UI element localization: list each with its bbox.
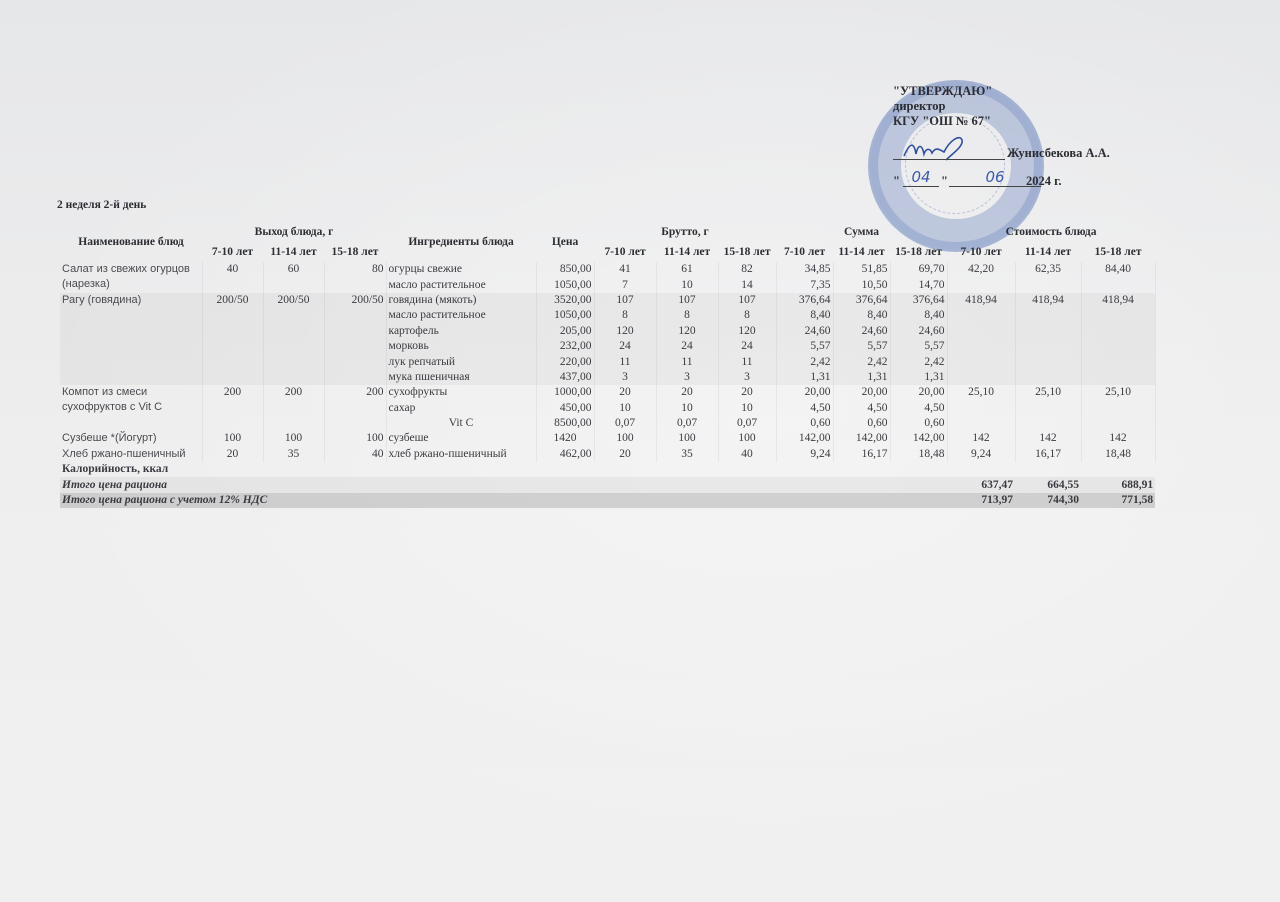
gross: 20 <box>718 385 776 400</box>
ingredient-price: 205,00 <box>536 324 594 339</box>
sum: 2,42 <box>833 354 890 369</box>
sum: 8,40 <box>890 308 947 323</box>
table-body <box>60 262 1155 508</box>
table-row <box>60 293 1155 308</box>
ingredient-name: Vit C <box>386 416 536 431</box>
table-row <box>60 447 1155 462</box>
sum: 376,64 <box>776 293 833 308</box>
total-vat-row <box>60 493 1155 508</box>
date-day: 04 <box>903 168 939 187</box>
sum: 10,50 <box>833 277 890 292</box>
gross: 107 <box>718 293 776 308</box>
sum: 5,57 <box>776 339 833 354</box>
gross: 20 <box>594 447 656 462</box>
total-row <box>60 477 1155 492</box>
dish-name: Компот из смеси сухофруктов с Vit C <box>60 385 202 431</box>
sum: 376,64 <box>890 293 947 308</box>
sum: 20,00 <box>776 385 833 400</box>
header-age: 7-10 лет <box>783 245 826 258</box>
gross: 24 <box>718 339 776 354</box>
gross: 24 <box>656 339 718 354</box>
sum: 142,00 <box>833 431 890 446</box>
sum: 14,70 <box>890 277 947 292</box>
sum: 142,00 <box>776 431 833 446</box>
ingredient-name: говядина (мякоть) <box>386 293 536 308</box>
gross: 41 <box>594 262 656 277</box>
header-ingredients: Ингредиенты блюда <box>408 235 514 248</box>
sum: 1,31 <box>890 370 947 385</box>
dish-yield: 200/50 <box>263 293 324 385</box>
ingredient-price: 3520,00 <box>536 293 594 308</box>
dish-cost: 142 <box>947 431 1015 446</box>
gross: 11 <box>718 354 776 369</box>
ingredient-name: масло растительное <box>386 308 536 323</box>
table-row <box>60 262 1155 277</box>
sum: 7,35 <box>776 277 833 292</box>
signature-line <box>893 159 1005 160</box>
total-vat-value: 713,97 <box>947 493 1015 508</box>
ingredient-price: 1050,00 <box>536 308 594 323</box>
dish-yield: 200 <box>324 385 386 431</box>
dish-yield: 200/50 <box>324 293 386 385</box>
ingredient-name: морковь <box>386 339 536 354</box>
ingredient-name: мука пшеничная <box>386 370 536 385</box>
ingredient-name: огурцы свежие <box>386 262 536 277</box>
dish-cost: 16,17 <box>1015 447 1081 462</box>
header-age: 11-14 лет <box>1024 245 1072 258</box>
sum: 4,50 <box>776 401 833 416</box>
menu-day-subtitle: 2 неделя 2-й день <box>57 199 147 211</box>
header-dish-name: Наименование блюд <box>78 235 184 248</box>
total-value: 688,91 <box>1081 477 1155 492</box>
sum: 1,31 <box>776 370 833 385</box>
approval-block <box>893 84 1133 129</box>
gross: 11 <box>594 354 656 369</box>
sum: 376,64 <box>833 293 890 308</box>
ingredient-price: 1000,00 <box>536 385 594 400</box>
sum: 0,60 <box>890 416 947 431</box>
gross: 10 <box>656 401 718 416</box>
sum: 69,70 <box>890 262 947 277</box>
dish-cost: 418,94 <box>947 293 1015 385</box>
dish-cost: 9,24 <box>947 447 1015 462</box>
dish-yield: 100 <box>202 431 263 446</box>
sum: 142,00 <box>890 431 947 446</box>
sum: 24,60 <box>776 324 833 339</box>
dish-cost: 418,94 <box>1081 293 1155 385</box>
sum: 5,57 <box>833 339 890 354</box>
approval-date <box>893 168 1133 190</box>
sum: 20,00 <box>833 385 890 400</box>
sum: 0,60 <box>776 416 833 431</box>
ingredient-name: масло растительное <box>386 277 536 292</box>
date-month: 06 <box>949 168 1041 187</box>
sum: 24,60 <box>833 324 890 339</box>
dish-cost: 62,35 <box>1015 262 1081 293</box>
gross: 20 <box>656 385 718 400</box>
dish-yield: 40 <box>324 447 386 462</box>
dish-cost: 25,10 <box>1015 385 1081 431</box>
ingredient-name: сухофрукты <box>386 385 536 400</box>
gross: 10 <box>656 277 718 292</box>
gross: 120 <box>594 324 656 339</box>
sum: 18,48 <box>890 447 947 462</box>
date-close-quote: " <box>941 174 948 188</box>
gross: 3 <box>718 370 776 385</box>
header-price: Цена <box>551 235 579 248</box>
ingredient-name: сахар <box>386 401 536 416</box>
table-row <box>60 385 1155 400</box>
ingredient-price: 462,00 <box>536 447 594 462</box>
dish-name: Хлеб ржано-пшеничный <box>60 447 202 462</box>
gross: 0,07 <box>656 416 718 431</box>
sum: 8,40 <box>833 308 890 323</box>
approval-organization: КГУ "ОШ № 67" <box>893 114 991 128</box>
gross: 11 <box>656 354 718 369</box>
gross: 107 <box>656 293 718 308</box>
gross: 120 <box>718 324 776 339</box>
gross: 100 <box>718 431 776 446</box>
dish-cost: 418,94 <box>1015 293 1081 385</box>
header-age: 15-18 лет <box>723 245 771 258</box>
gross: 8 <box>656 308 718 323</box>
dish-yield: 200 <box>263 385 324 431</box>
dish-cost: 25,10 <box>947 385 1015 431</box>
header-age: 15-18 лет <box>331 245 379 258</box>
total-vat-value: 744,30 <box>1015 493 1081 508</box>
total-value: 664,55 <box>1015 477 1081 492</box>
gross: 0,07 <box>718 416 776 431</box>
gross: 107 <box>594 293 656 308</box>
ingredient-price: 232,00 <box>536 339 594 354</box>
sum: 4,50 <box>890 401 947 416</box>
date-open-quote: " <box>893 174 900 188</box>
gross: 40 <box>718 447 776 462</box>
ingredient-price: 850,00 <box>536 262 594 277</box>
gross: 14 <box>718 277 776 292</box>
ingredient-name: картофель <box>386 324 536 339</box>
approval-position: директор <box>893 99 946 113</box>
gross: 120 <box>656 324 718 339</box>
menu-cost-table <box>60 222 1156 508</box>
date-year: 2024 г. <box>1026 174 1062 188</box>
gross: 100 <box>594 431 656 446</box>
signature-icon <box>900 132 970 162</box>
header-dish-cost: Стоимость блюда <box>1005 225 1097 238</box>
dish-yield: 60 <box>263 262 324 293</box>
header-age: 7-10 лет <box>960 245 1002 258</box>
header-yield: Выход блюда, г <box>254 225 334 238</box>
header-gross: Брутто, г <box>661 225 709 238</box>
total-vat-label: Итого цена рациона с учетом 12% НДС <box>60 493 947 508</box>
dish-name: Салат из свежих огурцов (нарезка) <box>60 262 202 293</box>
dish-cost: 84,40 <box>1081 262 1155 293</box>
sum: 2,42 <box>776 354 833 369</box>
ingredient-name: хлеб ржано-пшеничный <box>386 447 536 462</box>
gross: 10 <box>594 401 656 416</box>
sum: 2,42 <box>890 354 947 369</box>
sum: 1,31 <box>833 370 890 385</box>
gross: 35 <box>656 447 718 462</box>
total-label: Итого цена рациона <box>60 477 947 492</box>
gross: 100 <box>656 431 718 446</box>
header-sum: Сумма <box>844 225 880 238</box>
ingredient-price: 1420 <box>536 431 594 446</box>
approval-signer: Жунисбекова А.А. <box>1007 146 1110 160</box>
total-value: 637,47 <box>947 477 1015 492</box>
gross: 20 <box>594 385 656 400</box>
dish-cost: 18,48 <box>1081 447 1155 462</box>
ingredient-price: 450,00 <box>536 401 594 416</box>
stamp-inner-ring-icon <box>905 116 1005 214</box>
approval-title: "УТВЕРЖДАЮ" <box>893 84 993 98</box>
gross: 24 <box>594 339 656 354</box>
sum: 5,57 <box>890 339 947 354</box>
dish-yield: 80 <box>324 262 386 293</box>
header-age: 7-10 лет <box>604 245 646 258</box>
gross: 0,07 <box>594 416 656 431</box>
header-age: 15-18 лет <box>1094 245 1142 258</box>
dish-yield: 40 <box>202 262 263 293</box>
sum: 8,40 <box>776 308 833 323</box>
dish-cost: 142 <box>1015 431 1081 446</box>
dish-yield: 100 <box>263 431 324 446</box>
dish-yield: 200/50 <box>202 293 263 385</box>
calories-row <box>60 462 1155 477</box>
ingredient-price: 1050,00 <box>536 277 594 292</box>
header-age: 15-18 лет <box>895 245 942 258</box>
dish-yield: 20 <box>202 447 263 462</box>
sum: 4,50 <box>833 401 890 416</box>
sum: 0,60 <box>833 416 890 431</box>
gross: 3 <box>594 370 656 385</box>
sum: 34,85 <box>776 262 833 277</box>
header-age: 11-14 лет <box>270 245 317 258</box>
dish-cost: 25,10 <box>1081 385 1155 431</box>
ingredient-name: сузбеше <box>386 431 536 446</box>
dish-name: Рагу (говядина) <box>60 293 202 385</box>
sum: 20,00 <box>890 385 947 400</box>
sum: 24,60 <box>890 324 947 339</box>
gross: 8 <box>594 308 656 323</box>
dish-name: Сузбеше *(Йогурт) <box>60 431 202 446</box>
dish-yield: 35 <box>263 447 324 462</box>
table-row <box>60 431 1155 446</box>
ingredient-price: 8500,00 <box>536 416 594 431</box>
gross: 61 <box>656 262 718 277</box>
gross: 3 <box>656 370 718 385</box>
gross: 7 <box>594 277 656 292</box>
header-row-ages <box>60 242 1155 262</box>
header-age: 7-10 лет <box>211 245 254 258</box>
gross: 8 <box>718 308 776 323</box>
header-age: 11-14 лет <box>838 245 885 258</box>
header-age: 11-14 лет <box>663 245 711 258</box>
sum: 16,17 <box>833 447 890 462</box>
ingredient-price: 437,00 <box>536 370 594 385</box>
total-vat-value: 771,58 <box>1081 493 1155 508</box>
dish-yield: 100 <box>324 431 386 446</box>
dish-cost: 142 <box>1081 431 1155 446</box>
sum: 51,85 <box>833 262 890 277</box>
ingredient-name: лук репчатый <box>386 354 536 369</box>
header-row-groups <box>60 222 1155 242</box>
sum: 9,24 <box>776 447 833 462</box>
dish-yield: 200 <box>202 385 263 431</box>
ingredient-price: 220,00 <box>536 354 594 369</box>
calories-label: Калорийность, ккал <box>62 463 169 476</box>
gross: 82 <box>718 262 776 277</box>
gross: 10 <box>718 401 776 416</box>
dish-cost: 42,20 <box>947 262 1015 293</box>
